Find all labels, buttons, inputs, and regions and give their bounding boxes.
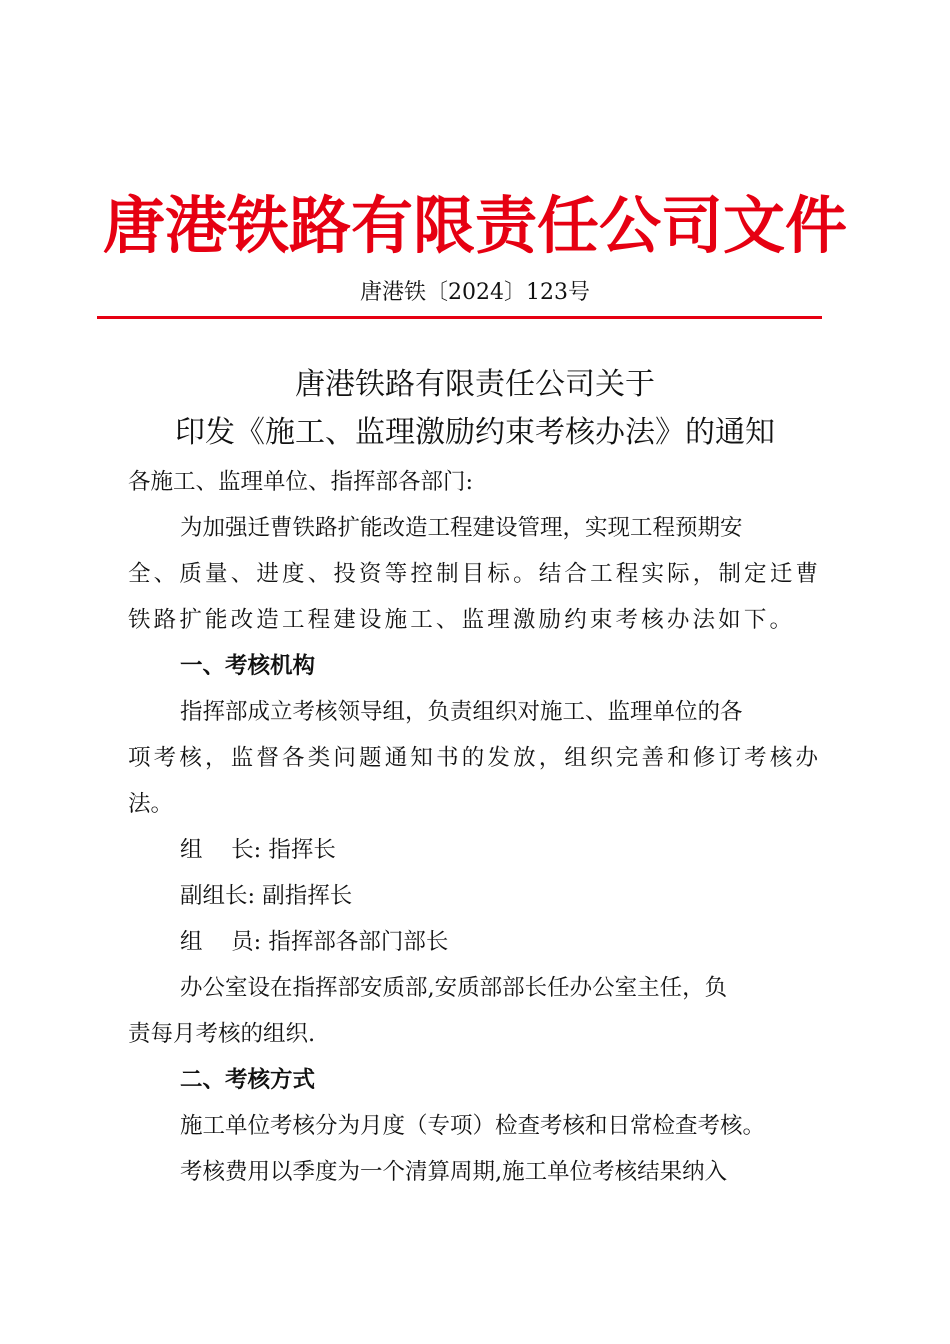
section-2-heading: 二、考核方式 bbox=[180, 1067, 316, 1093]
section-1-heading: 一、考核机构 bbox=[180, 653, 316, 679]
org-header-title: 唐港铁路有限责任公司文件 bbox=[102, 189, 847, 262]
document-number: 唐港铁〔2024〕123号 bbox=[360, 280, 590, 305]
salutation: 各施工、监理单位、指挥部各部门: bbox=[128, 469, 474, 495]
header-divider bbox=[97, 316, 822, 319]
notice-title-line-1: 唐港铁路有限责任公司关于 bbox=[295, 367, 655, 402]
section-2-line: 施工单位考核分为月度（专项）检查考核和日常检查考核。 bbox=[180, 1113, 766, 1139]
office-line: 办公室设在指挥部安质部,安质部部长任办公室主任，负 bbox=[180, 975, 728, 1001]
section-2-line: 考核费用以季度为一个清算周期,施工单位考核结果纳入 bbox=[180, 1159, 728, 1185]
intro-line: 全、质量、进度、投资等控制目标。结合工程实际，制定迁曹 bbox=[128, 561, 818, 587]
section-1-line: 指挥部成立考核领导组，负责组织对施工、监理单位的各 bbox=[180, 699, 743, 725]
member-staff: 组 员: 指挥部各部门部长 bbox=[180, 929, 449, 955]
intro-line: 为加强迁曹铁路扩能改造工程建设管理，实现工程预期安 bbox=[180, 515, 743, 541]
notice-title-line-2: 印发《施工、监理激励约束考核办法》的通知 bbox=[175, 415, 775, 450]
section-1-line: 项考核，监督各类问题通知书的发放，组织完善和修订考核办 bbox=[128, 745, 818, 771]
intro-line: 铁路扩能改造工程建设施工、监理激励约束考核办法如下。 bbox=[128, 607, 792, 633]
member-deputy: 副组长: 副指挥长 bbox=[180, 883, 353, 909]
office-line: 责每月考核的组织. bbox=[128, 1021, 316, 1047]
section-1-line: 法。 bbox=[128, 791, 174, 817]
member-leader: 组 长: 指挥长 bbox=[180, 837, 336, 863]
